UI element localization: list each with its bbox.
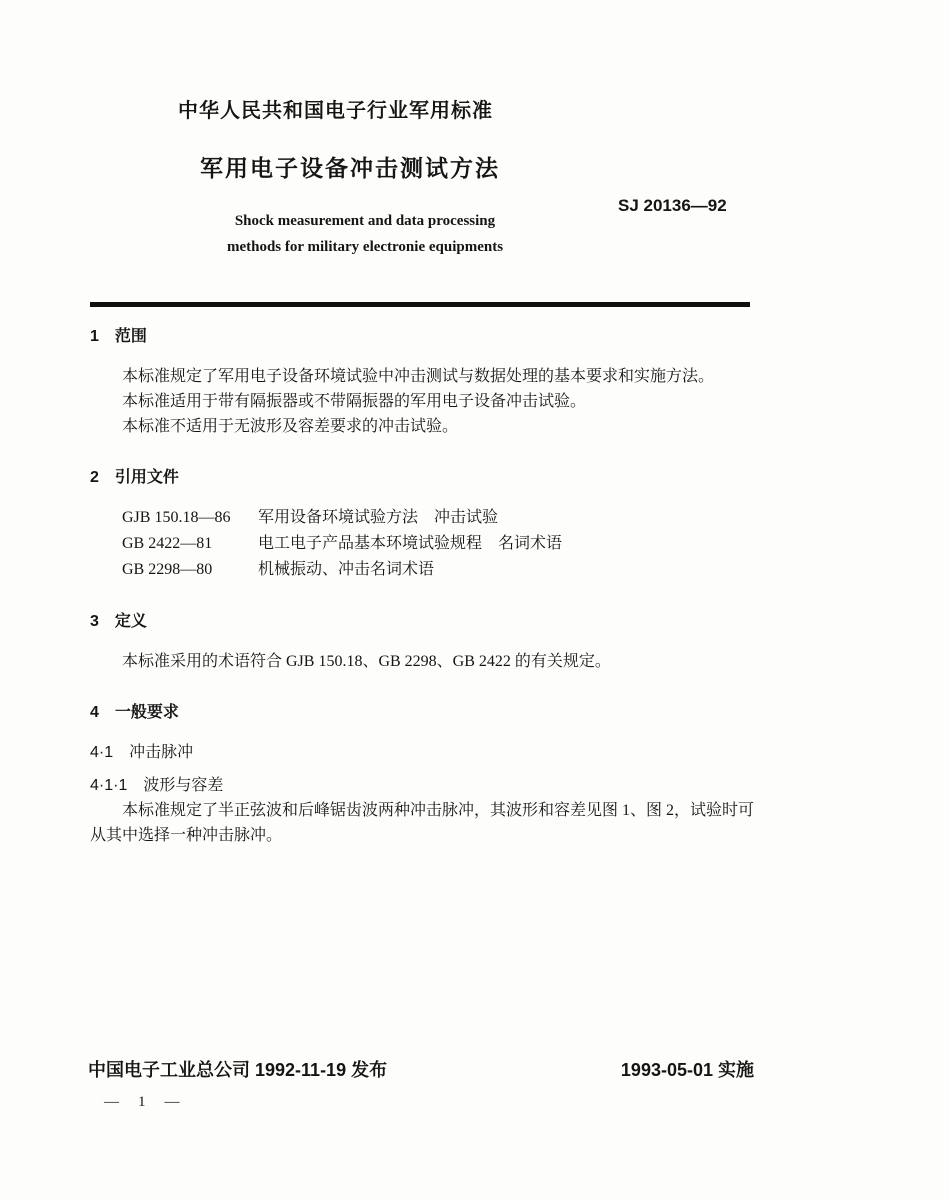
page-number: — 1 — [104, 1094, 182, 1110]
section-1-paragraph-1: 本标准规定了军用电子设备环境试验中冲击测试与数据处理的基本要求和实施方法。 [122, 368, 715, 385]
section-1-heading: 1 范围 [90, 328, 147, 345]
section-2-heading: 2 引用文件 [90, 469, 179, 486]
section-4-heading: 4 一般要求 [90, 704, 179, 721]
title-en-line1: Shock measurement and data processing [234, 213, 496, 229]
reference-item [122, 557, 756, 583]
reference-title: 电工电子产品基本环境试验规程 名词术语 [258, 535, 563, 552]
document-title-en [200, 208, 530, 260]
section-1-paragraph-3: 本标准不适用于无波形及容差要求的冲击试验。 [122, 418, 459, 435]
document-body [90, 324, 756, 848]
reference-code: GB 2298—80 [122, 561, 213, 578]
section-3-paragraph-1: 本标准采用的术语符合 GJB 150.18、GB 2298、GB 2422 的有关规定。 [122, 653, 611, 670]
reference-code: GJB 150.18—86 [122, 509, 231, 526]
section-1-paragraph-2: 本标准适用于带有隔振器或不带隔振器的军用电子设备冲击试验。 [122, 393, 587, 410]
section-4-1-heading: 4·1 冲击脉冲 [90, 744, 194, 761]
document-title-cn: 军用电子设备冲击测试方法 [200, 155, 500, 181]
standard-class-label: 中华人民共和国电子行业军用标准 [178, 100, 493, 122]
reference-title: 军用设备环境试验方法 冲击试验 [258, 509, 499, 526]
footer-publisher-line: 中国电子工业总公司 1992-11-19 发布 [88, 1060, 388, 1080]
header-divider-rule [90, 302, 750, 307]
footer-implement-line: 1993-05-01 实施 [620, 1060, 754, 1080]
reference-title: 机械振动、冲击名词术语 [258, 561, 435, 578]
title-en-line2: methods for military electronie equipments [226, 239, 504, 255]
reference-item [122, 531, 756, 557]
standard-number: SJ 20136—92 [618, 196, 727, 215]
reference-code: GB 2422—81 [122, 535, 213, 552]
reference-list [122, 505, 756, 583]
reference-item [122, 505, 756, 531]
section-4-1-1-paragraph-1: 本标准规定了半正弦波和后峰锯齿波两种冲击脉冲，其波形和容差见图 1、图 2，试验时可从其中选择一种冲击脉冲。 [90, 802, 755, 844]
section-3-heading: 3 定义 [90, 613, 147, 630]
section-4-1-1-heading: 4·1·1 波形与容差 [90, 777, 224, 794]
